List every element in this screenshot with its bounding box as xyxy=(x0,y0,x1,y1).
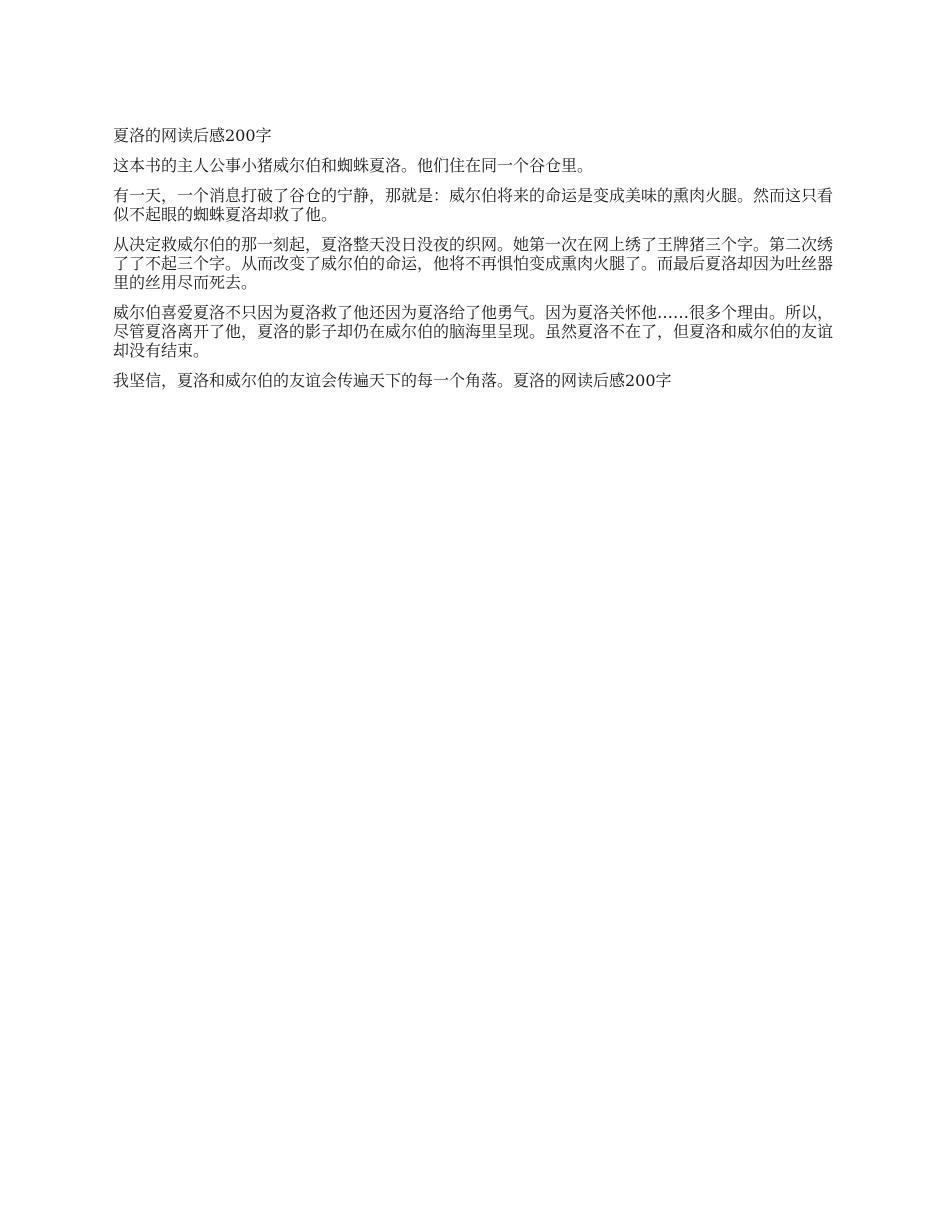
paragraph-4: 威尔伯喜爱夏洛不只因为夏洛救了他还因为夏洛给了他勇气。因为夏洛关怀他……很多个理由。所以，尽管夏洛离开了他，夏洛的影子却仍在威尔伯的脑海里呈现。虽然夏洛不在了，但夏洛和威尔伯的友谊却没有结束。 xyxy=(113,303,834,360)
document-title: 夏洛的网读后感200字 xyxy=(113,126,272,145)
document-page xyxy=(113,126,841,401)
paragraph-2: 有一天，一个消息打破了谷仓的宁静，那就是：威尔伯将来的命运是变成美味的熏肉火腿。然而这只看似不起眼的蜘蛛夏洛却救了他。 xyxy=(113,186,834,224)
paragraph-3: 从决定救威尔伯的那一刻起，夏洛整天没日没夜的织网。她第一次在网上绣了王牌猪三个字。第二次绣了了不起三个字。从而改变了威尔伯的命运，他将不再惧怕变成熏肉火腿了。而最后夏洛却因为吐丝器里的丝用尽而死去。 xyxy=(113,235,834,292)
paragraph-5: 我坚信，夏洛和威尔伯的友谊会传遍天下的每一个角落。夏洛的网读后感200字 xyxy=(113,371,672,390)
paragraph-1: 这本书的主人公事小猪威尔伯和蜘蛛夏洛。他们住在同一个谷仓里。 xyxy=(113,156,594,175)
